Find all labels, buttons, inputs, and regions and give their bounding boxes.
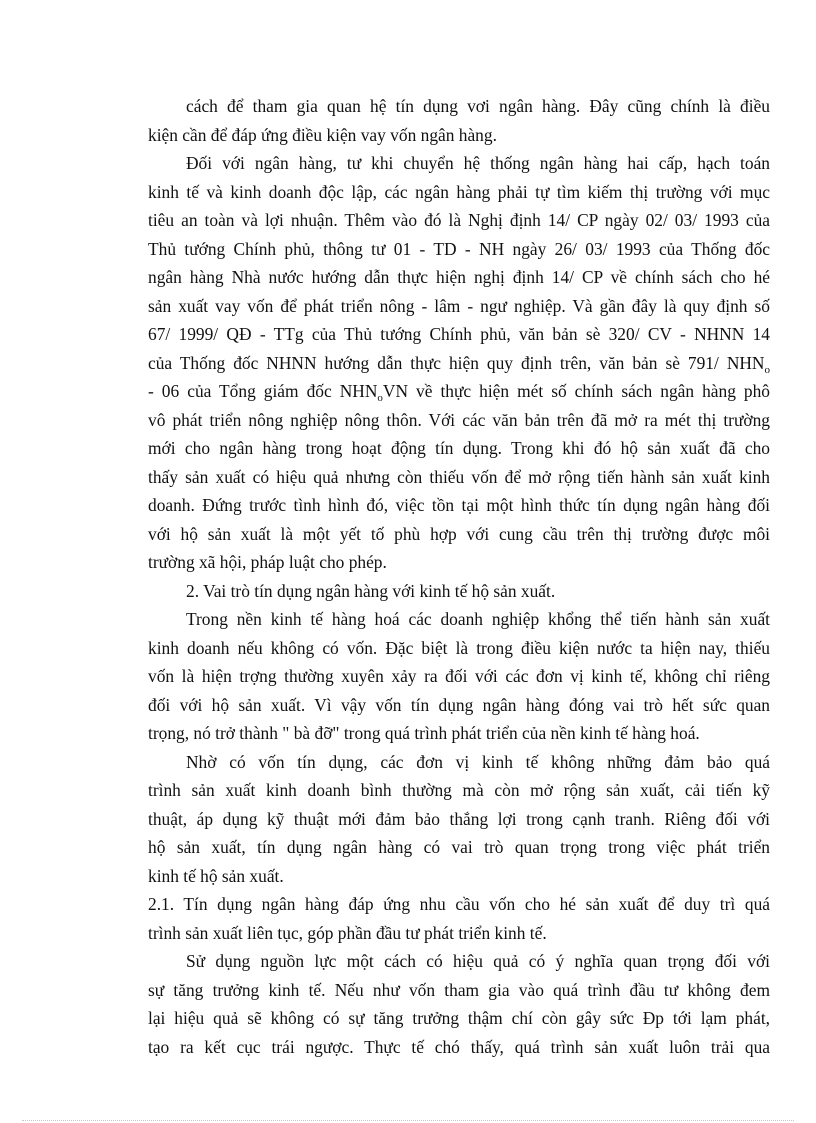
page-bottom-border bbox=[22, 1120, 794, 1121]
text-line-content: Trong nền kinh tế hàng hoá các doanh nghiệp khổng thể tiến hành sản xuất bbox=[186, 609, 770, 629]
text-line-content: ngân hàng Nhà nước hướng dẫn thực hiện nghị định 14/ CP về chính sách cho hé bbox=[148, 267, 770, 287]
text-line bbox=[148, 434, 770, 463]
text-line-content: vốn là hiện trợng thường xuyên xảy ra đối với các đơn vị kinh tế, không chỉ riêng bbox=[148, 666, 770, 686]
text-line bbox=[148, 377, 770, 406]
document-page bbox=[148, 92, 770, 1061]
text-line-content: với hộ sản xuất là một yết tố phù hợp với cung cầu trên thị trường được môi bbox=[148, 523, 770, 544]
text-line-content: kinh doanh nếu không có vốn. Đặc biệt là trong điều kiện nước ta hiện nay, thiếu bbox=[148, 637, 770, 658]
text-line-content: Nhờ có vốn tín dụng, các đơn vị kinh tế không những đảm bảo quá bbox=[186, 751, 770, 772]
text-line bbox=[148, 548, 770, 577]
text-line bbox=[148, 1004, 770, 1033]
text-line bbox=[148, 263, 770, 292]
text-line-content: trọng, nó trở thành " bà đỡ" trong quá trình phát triển của nền kinh tế hàng hoá. bbox=[148, 723, 700, 743]
text-line-content: của Thống đốc NHNN hướng dẫn thực hiện quy định trên, văn bản sè 791/ NHN bbox=[148, 352, 765, 373]
text-line bbox=[148, 577, 770, 606]
text-line-content: tạo ra kết cục trái ngược. Thực tế chó thấy, quá trình sản xuất luôn trải qua bbox=[148, 1036, 770, 1057]
text-line bbox=[148, 862, 770, 891]
text-line-content: hộ sản xuất, tín dụng ngân hàng có vai trò quan trọng trong việc phát triển bbox=[148, 837, 770, 857]
subscript: o bbox=[377, 392, 383, 404]
text-line-content: vô phát triển nông nghiệp nông thôn. Với các văn bản trên đã mở ra mét thị trường bbox=[148, 409, 770, 430]
text-line bbox=[148, 491, 770, 520]
text-line bbox=[148, 805, 770, 834]
text-line bbox=[148, 1033, 770, 1062]
text-line bbox=[148, 890, 770, 919]
text-line-content: Đối với ngân hàng, tư khi chuyển hệ thống ngân hàng hai cấp, hạch toán bbox=[186, 153, 770, 173]
text-line bbox=[148, 178, 770, 207]
text-line-content: trình sản xuất kinh doanh bình thường mà còn mở rộng sản xuất, cải tiến kỹ bbox=[148, 780, 770, 800]
text-line bbox=[148, 320, 770, 349]
text-line bbox=[148, 634, 770, 663]
text-line bbox=[148, 463, 770, 492]
text-line-content: 2. Vai trò tín dụng ngân hàng với kinh tế hộ sản xuất. bbox=[186, 580, 556, 601]
text-line-content: 2.1. Tín dụng ngân hàng đáp ứng nhu cầu vốn cho hé sản xuất để duy trì quá bbox=[148, 894, 770, 914]
text-line-content: trình sản xuất liên tục, góp phần đầu tư phát triển kinh tế. bbox=[148, 922, 547, 943]
text-line-content: Thủ tướng Chính phủ, thông tư 01 - TD - NH ngày 26/ 03/ 1993 của Thống đốc bbox=[148, 238, 770, 259]
text-line bbox=[148, 833, 770, 862]
text-line-content: lại hiệu quả sẽ không có sự tăng trưởng thậm chí còn gây sức Ðp tới lạm phát, bbox=[148, 1008, 770, 1028]
text-line-content: kinh tế và kinh doanh độc lập, các ngân hàng phải tự tìm kiếm thị trường với mục bbox=[148, 181, 770, 202]
text-line-content: 67/ 1999/ QĐ - TTg của Thủ tướng Chính phủ, văn bản sè 320/ CV - NHNN 14 bbox=[148, 324, 770, 344]
text-line bbox=[148, 947, 770, 976]
text-line-content: kiện cần để đáp ứng điều kiện vay vốn ngân hàng. bbox=[148, 124, 497, 145]
text-line-content: trường xã hội, pháp luật cho phép. bbox=[148, 552, 387, 572]
text-line bbox=[148, 406, 770, 435]
text-line-content: thấy sản xuất có hiệu quả nhưng còn thiếu vốn để mở rộng tiến hành sản xuất kinh bbox=[148, 466, 770, 487]
text-line bbox=[148, 235, 770, 264]
text-line bbox=[148, 748, 770, 777]
text-line bbox=[148, 719, 770, 748]
text-line-content: đối với hộ sản xuất. Vì vậy vốn tín dụng ngân hàng đóng vai trò hết sức quan bbox=[148, 694, 770, 715]
text-line-content: sự tăng trưởng kinh tế. Nếu như vốn tham gia vào quá trình đầu tư không đem bbox=[148, 979, 770, 1000]
text-line bbox=[148, 149, 770, 178]
text-line bbox=[148, 919, 770, 948]
text-line bbox=[148, 349, 770, 378]
text-line bbox=[148, 605, 770, 634]
text-line-content: thuật, áp dụng kỹ thuật mới đảm bảo thắng lợi trong cạnh tranh. Riêng đối với bbox=[148, 808, 770, 829]
text-line-content: kinh tế hộ sản xuất. bbox=[148, 865, 284, 886]
text-line bbox=[148, 691, 770, 720]
text-line-content: sản xuất vay vốn để phát triển nông - lâm - ngư nghiệp. Và gần đây là quy định số bbox=[148, 295, 770, 316]
text-line bbox=[148, 662, 770, 691]
text-line bbox=[148, 292, 770, 321]
text-line-content: mới cho ngân hàng trong hoạt động tín dụng. Trong khi đó hộ sản xuất đã cho bbox=[148, 438, 770, 458]
text-line bbox=[148, 520, 770, 549]
text-line bbox=[148, 121, 770, 150]
text-line bbox=[148, 206, 770, 235]
text-line bbox=[148, 976, 770, 1005]
text-line-content: - 06 của Tổng giám đốc NHN bbox=[148, 381, 378, 401]
text-line-continuation: VN về thực hiện mét số chính sách ngân hàng phô bbox=[382, 381, 770, 401]
text-line-content: doanh. Đứng trước tình hình đó, việc tồn tại một hình thức tín dụng ngân hàng đối bbox=[148, 495, 770, 515]
text-line bbox=[148, 92, 770, 121]
text-line-content: tiêu an toàn và lợi nhuận. Thêm vào đó là Nghị định 14/ CP ngày 02/ 03/ 1993 của bbox=[148, 210, 770, 230]
text-line bbox=[148, 776, 770, 805]
text-line-content: cách để tham gia quan hệ tín dụng vơi ngân hàng. Đây cũng chính là điều bbox=[186, 96, 770, 116]
text-line-content: Sử dụng nguồn lực một cách có hiệu quả có ý nghĩa quan trọng đối với bbox=[186, 951, 770, 971]
subscript: o bbox=[764, 363, 770, 376]
